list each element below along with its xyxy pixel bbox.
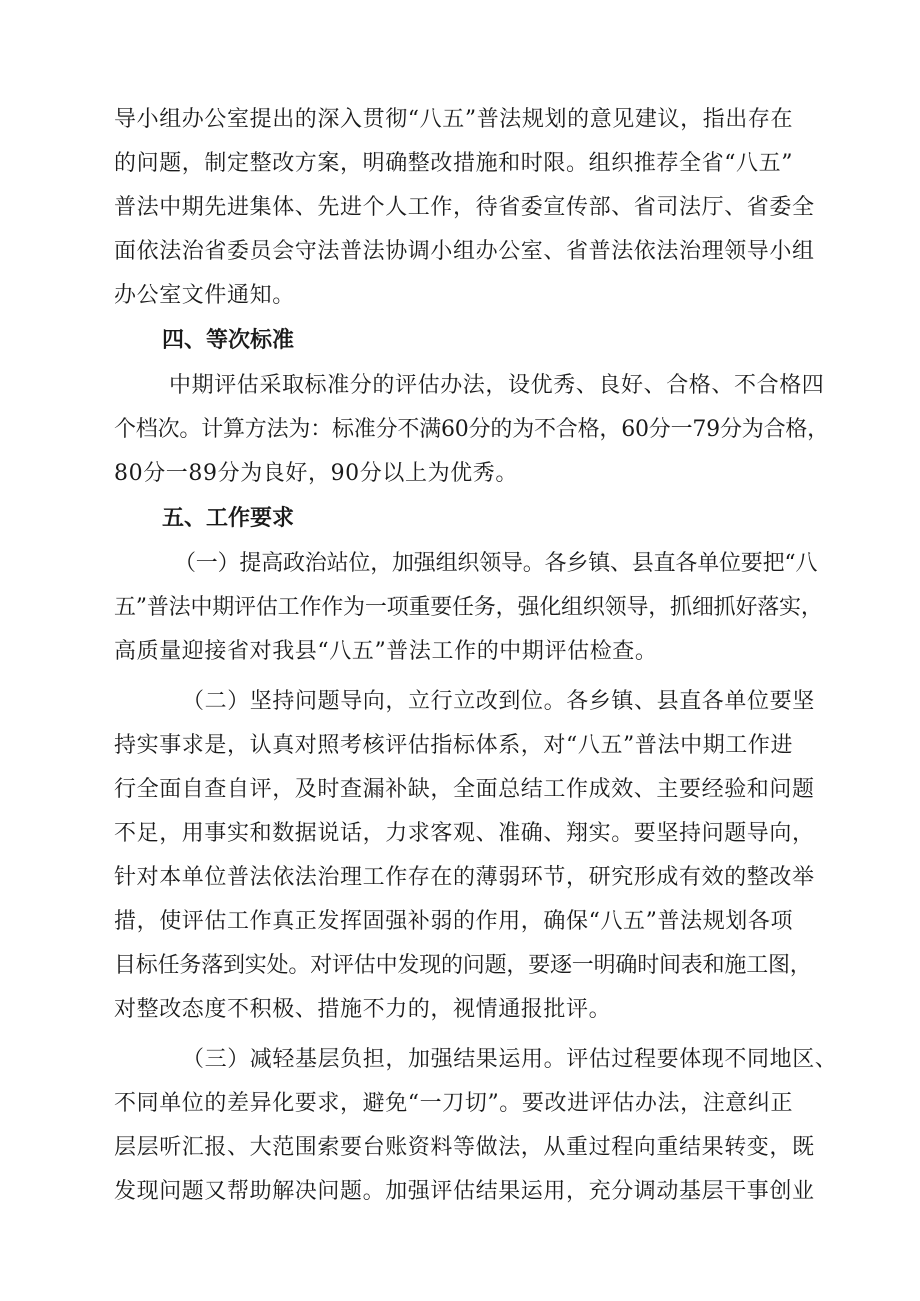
text-line: 个档次。计算方法为：标准分不满60分的为不合格，60分一79分为合格，: [114, 417, 829, 442]
text-line: 导小组办公室提出的深入贯彻“八五”普法规划的意见建议，指出存在: [114, 107, 794, 132]
text-line: 针对本单位普法依法治理工作存在的薄弱环节，研究形成有效的整改举: [114, 865, 815, 890]
text-line: 发现问题又帮助解决问题。加强评估结果运用，充分调动基层干事创业: [114, 1179, 815, 1204]
paragraph-requirement-2: [114, 680, 834, 1032]
text-line: 目标任务落到实处。对评估中发现的问题，要逐一明确时间表和施工图，: [114, 953, 812, 978]
section-heading-grading-standards: 四、等次标准: [162, 328, 295, 353]
paragraph-continuation: [114, 98, 834, 318]
text-line: 措，使评估工作真正发挥固强补弱的作用，确保“八五”普法规划各项: [114, 909, 794, 934]
text-line: 80分一89分为良好，90分以上为优秀。: [114, 461, 518, 486]
text-line: 五”普法中期评估工作作为一项重要任务，强化组织领导，抓细抓好落实，: [114, 595, 823, 620]
text-line: （三）减轻基层负担，加强结果运用。评估过程要体现不同地区、: [182, 1047, 838, 1072]
text-line: 对整改态度不积极、措施不力的，视情通报批评。: [114, 997, 612, 1022]
text-line: 中期评估采取标准分的评估办法，设优秀、良好、合格、不合格四: [169, 373, 825, 398]
paragraph-requirement-3: [114, 1038, 838, 1214]
text-line: （二）坚持问题导向，立行立改到位。各乡镇、县直各单位要坚: [182, 689, 815, 714]
section-heading-work-requirements: 五、工作要求: [162, 506, 295, 531]
text-line: 普法中期先进集体、先进个人工作，待省委宣传部、省司法厅、省委全: [114, 195, 815, 220]
text-line: 不同单位的差异化要求，避免“一刀切”。要改进评估办法，注意纠正: [114, 1091, 794, 1116]
text-line: 行全面自查自评，及时查漏补缺，全面总结工作成效、主要经验和问题: [114, 777, 815, 802]
text-line: 面依法治省委员会守法普法协调小组办公室、省普法依法治理领导小组: [114, 239, 815, 264]
text-line: 持实事求是，认真对照考核评估指标体系，对“八五”普法中期工作进: [114, 733, 794, 758]
paragraph-grading-method: [114, 364, 834, 496]
paragraph-requirement-1: [114, 542, 834, 674]
document-page: [114, 98, 838, 1214]
text-line: 办公室文件通知。: [114, 283, 295, 308]
text-line: 层层听汇报、大范围索要台账资料等做法，从重过程向重结果转变，既: [114, 1135, 815, 1160]
text-line: 的问题，制定整改方案，明确整改措施和时限。组织推荐全省“八五”: [114, 151, 794, 176]
text-line: 不足，用事实和数据说话，力求客观、准确、翔实。要坚持问题导向，: [114, 821, 815, 846]
text-line: （一）提高政治站位，加强组织领导。各乡镇、县直各单位要把“八: [174, 551, 818, 576]
text-line: 高质量迎接省对我县“八五”普法工作的中期评估检查。: [114, 639, 658, 664]
